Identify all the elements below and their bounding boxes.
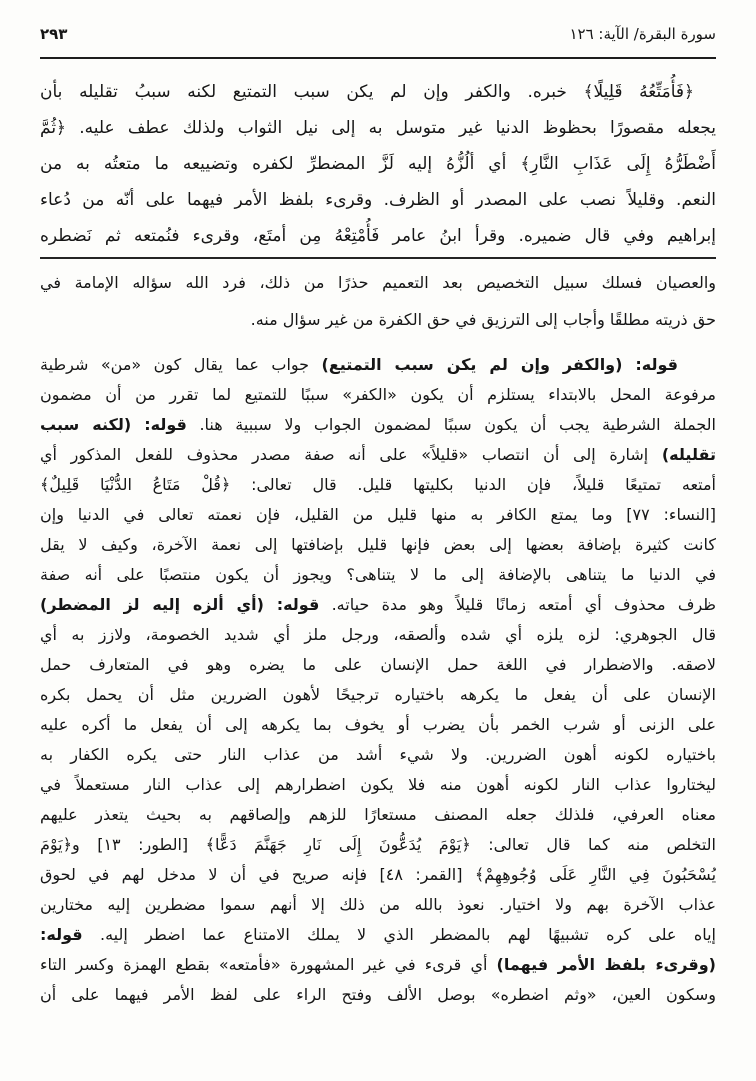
- text-line: [40, 980, 716, 1010]
- text-line: [40, 830, 716, 860]
- text-segment: ظرف محذوف أي أمتعه زمانًا قليلاً وهو مدة حياته.: [319, 595, 716, 614]
- text-line: [40, 350, 716, 380]
- text-line: [40, 620, 716, 650]
- text-line: [40, 560, 716, 590]
- text-line: [40, 301, 716, 338]
- text-segment: ليختاروا عذاب النار لكونه أهون منه فلا يكون اضطرارهم إلى عذاب النار مستعملاً في: [40, 775, 716, 794]
- text-line: [40, 800, 716, 830]
- quran-quote: ﴿يَوْمَ: [40, 835, 72, 854]
- text-segment: الجملة الشرطية يجب أن يكون سببًا لمضمون الجواب ولا سببية هنا.: [186, 415, 716, 434]
- text-segment: النعم. وقليلاً نصب على المصدر أو الظرف. وقرىء بلفظ الأمر فيهما على أنّه من دُعاء: [40, 190, 716, 210]
- text-segment: لاصقه. والاضطرار في اللغة حمل الإنسان على ما يضره وهو في المتعارف حمل: [40, 655, 716, 674]
- text-line: [40, 770, 716, 800]
- text-line: [40, 440, 716, 470]
- text-line: [40, 110, 716, 146]
- text-segment: [النساء: ٧٧] وما يمتع الكافر به منها قليل من القليل، فإن نعمته تعالى في الدنيا وإن: [40, 505, 716, 524]
- text-segment: مرفوعة المحل بالابتداء يستلزم أن يكون «الكفر» سببًا للتمتيع لما تقرر من أن مضمون: [40, 385, 716, 404]
- text-segment: التخلص منه كما قال تعالى:: [470, 835, 716, 854]
- text-segment: أي ألُزُّهُ إليه لَزَّ المضطرِّ لكفره وتضييعه ما متعتُه به من: [40, 154, 521, 174]
- text-line: [40, 500, 716, 530]
- text-segment: إشارة إلى أن انتصاب «قليلاً» على أنه صفة مصدر محذوف للفعل المذكور أي: [40, 445, 662, 464]
- text-segment: كانت كثيرة بإضافة بعضها إلى بعض فإنها قليل بإضافتها إلى نعمة الآخرة، وكيف لا يقل: [40, 535, 716, 554]
- text-segment: قال الجوهري: لزه يلزه أي شده وألصقه، ورجل ملز أي شديد الخصومة، ولازز به أي: [40, 625, 716, 644]
- text-segment: عذاب الآخرة بهم ولا اختيار. نعوذ بالله من ذلك إلا أنهم سموا مضطرين إليه مختارين: [40, 895, 716, 914]
- quran-quote: أَضْطَرُّهُ إِلَى عَذَابِ النَّارِ﴾: [520, 154, 716, 174]
- text-segment: أمتعه تمتيعًا قليلاً، فإن الدنيا بكليتها قليل. قال تعالى:: [230, 475, 716, 494]
- quran-quote: ﴿يَوْمَ يُدَعُّونَ إِلَى نَارِ جَهَنَّمَ دَعًّا﴾: [205, 835, 471, 854]
- note-continuation-block: [40, 264, 716, 338]
- text-segment: أي قرىء في غير المشهورة «فأمتعه» بقطع الهمزة وكسر التاء: [40, 955, 497, 974]
- text-segment: وسكون العين، «وثم اضطره» بوصل الألف وفتح الراء على لفظ الأمر فيهما على أن: [40, 985, 716, 1004]
- quran-quote: ﴿قُلْ مَتَاعُ الدُّنْيَا قَلِيلٌ﴾: [40, 475, 231, 494]
- quran-quote: ﴿ثُمَّ: [40, 118, 67, 138]
- text-segment: جواب عما يقال كون «من» شرطية: [40, 355, 322, 374]
- text-line: [40, 470, 716, 500]
- text-line: [40, 530, 716, 560]
- text-line: [40, 920, 716, 950]
- page-number: ٢٩٣: [40, 25, 68, 43]
- chapter-title: سورة البقرة/ الآية: ١٢٦: [569, 25, 716, 43]
- text-segment: الإنسان على أن يفعل ما يكرهه باختياره ترجيحًا لأهون الضررين مثل أن يحمل بكره: [40, 685, 716, 704]
- text-segment: على الزنى أو شرب الخمر بأن يضرب أو يخوف بما يكرهه إلى أن يفعل ما أكره عليه: [40, 715, 716, 734]
- text-line: [40, 182, 716, 218]
- text-segment: في الدنيا ما يتناهى بالإضافة إلى ما لا يتناهى؟ ويجوز أن يكون منتصبًا على أنه صفة: [40, 565, 716, 584]
- quran-quote: ﴿فَأُمَتِّعُهُ قَلِيلًا﴾: [583, 82, 694, 102]
- text-line: [40, 264, 716, 301]
- text-line: [40, 860, 716, 890]
- text-line: [40, 710, 716, 740]
- text-segment: باختياره لكونه أهون الضررين. ولا شيء أشد من عذاب النار حتى يكره الكفار به: [40, 745, 716, 764]
- header-rule: [40, 57, 716, 59]
- section-divider-rule: [40, 257, 716, 259]
- page-header: [40, 22, 716, 46]
- matn-block: [40, 74, 716, 254]
- text-line: [40, 740, 716, 770]
- lemma-bold: تقليله): [661, 445, 716, 464]
- text-segment: يجعله مقصورًا بحظوظ الدنيا غير متوسل به إلى نيل الثواب ولذلك عطف عليه.: [66, 118, 716, 138]
- text-line: [40, 410, 716, 440]
- lemma-bold: قوله: (لكنه سبب: [40, 415, 187, 434]
- quran-quote: يُسْحَبُونَ فِي النَّارِ عَلَى وُجُوهِهِمْ﴾: [474, 865, 716, 884]
- text-segment: حق ذريته مطلقًا وأجاب إلى الترزيق في حق الكفرة من غير سؤال منه.: [250, 310, 716, 329]
- text-segment: [الطور: ١٣] و: [72, 835, 206, 854]
- text-line: [40, 650, 716, 680]
- text-segment: إياه على كره تشبيهًا لهم بالمضطر الذي لا يملك الامتناع عما اضطر إليه.: [82, 925, 716, 944]
- text-segment: معناه العرفي، فلذلك جعله المصنف مستعارًا للزهم وإلصاقهم به بحيث يتعذر عليهم: [40, 805, 716, 824]
- text-segment: خبره. والكفر وإن لم يكن سبب التمتيع لكنه سببُ تقليله بأن: [40, 82, 584, 102]
- text-line: [40, 680, 716, 710]
- text-line: [40, 218, 716, 254]
- lemma-bold: قوله: (أي ألزه إليه لز المضطر): [40, 595, 320, 614]
- text-line: [40, 590, 716, 620]
- text-segment: والعصيان فسلك سبيل التخصيص بعد التعميم حذرًا من ذلك، فرد الله سؤاله الإمامة في: [40, 273, 716, 292]
- lemma-bold: قوله: (والكفر وإن لم يكن سبب التمتيع): [321, 355, 678, 374]
- text-line: [40, 146, 716, 182]
- text-segment: [القمر: ٤٨] فإنه صريح في أن لا مدخل لهم في لحوق: [40, 865, 475, 884]
- text-line: [40, 74, 716, 110]
- lemma-bold: (وقرىء بلفظ الأمر فيهما): [496, 955, 716, 974]
- lemma-bold: قوله:: [40, 925, 83, 944]
- commentary-block: [40, 350, 716, 1010]
- text-line: [40, 890, 716, 920]
- text-line: [40, 380, 716, 410]
- text-segment: إبراهيم وفي قال ضميره. وقرأ ابنُ عامر فَأُمْتِعْهُ مِن أمتَع، وقرىء فنُمتعه ثم نَضطره: [40, 226, 716, 246]
- text-line: [40, 950, 716, 980]
